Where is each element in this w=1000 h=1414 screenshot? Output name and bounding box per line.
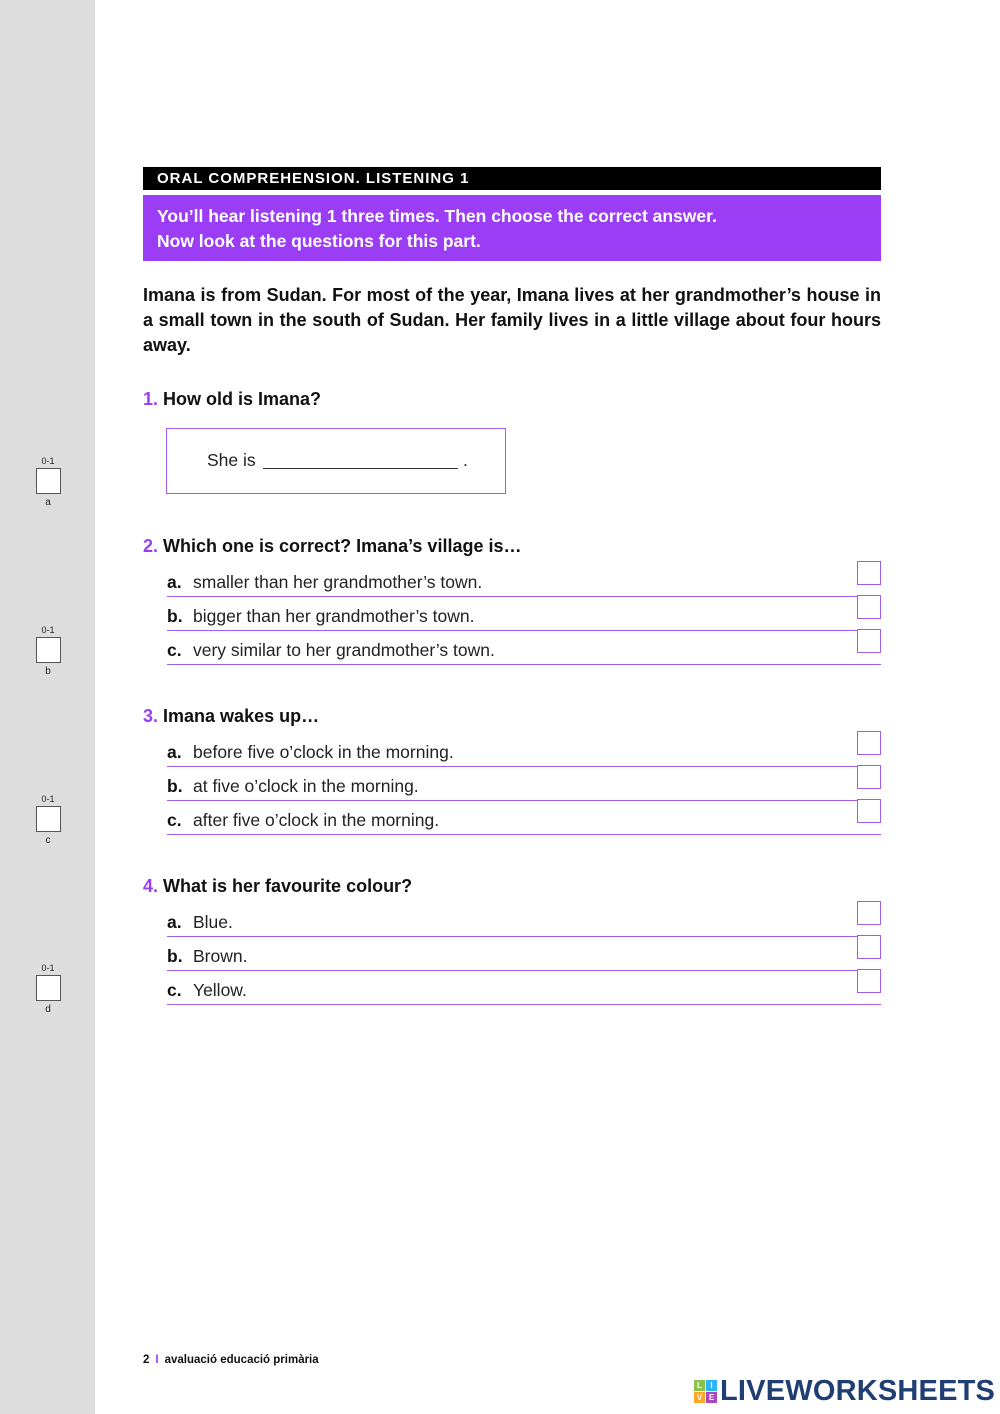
footer-separator: I [155, 1354, 159, 1366]
score-input[interactable] [36, 468, 61, 494]
option-letter: b. [167, 946, 183, 966]
option-q2-b [167, 606, 881, 631]
question-number: 1. [143, 389, 159, 409]
score-range: 0-1 [41, 625, 55, 635]
score-letter: a [45, 497, 51, 508]
answer-box-q1 [166, 428, 506, 494]
question-number: 4. [143, 876, 159, 896]
question-number: 2. [143, 536, 159, 556]
left-margin-strip [0, 0, 95, 1414]
score-letter: c [45, 835, 51, 846]
option-letter: c. [167, 640, 182, 660]
option-checkbox[interactable] [857, 561, 881, 585]
option-checkbox[interactable] [857, 629, 881, 653]
score-input[interactable] [36, 806, 61, 832]
score-box-b [35, 625, 61, 678]
logo-letter: E [706, 1392, 717, 1403]
score-box-a [35, 456, 61, 509]
option-letter: c. [167, 810, 182, 830]
logo-letter: L [694, 1380, 705, 1391]
score-range: 0-1 [41, 794, 55, 804]
section-title: ORAL COMPREHENSION. LISTENING 1 [143, 167, 881, 190]
instructions-line-1: You’ll hear listening 1 three times. Then choose the correct answer. [157, 206, 717, 226]
option-q3-b [167, 776, 881, 801]
score-input[interactable] [36, 637, 61, 663]
option-checkbox[interactable] [857, 765, 881, 789]
option-q3-c [167, 810, 881, 835]
option-letter: b. [167, 606, 183, 626]
logo-letter: I [706, 1380, 717, 1391]
question-4 [143, 875, 412, 897]
option-letter: a. [167, 742, 182, 762]
intro-paragraph: Imana is from Sudan. For most of the year, Imana lives at her grandmother’s house in a small town in the south of Sudan. Her family lives in a little village about four hours away. [143, 285, 881, 355]
option-q2-c [167, 640, 881, 665]
question-text: How old is Imana? [163, 389, 322, 409]
age-answer-field[interactable] [263, 468, 458, 469]
option-checkbox[interactable] [857, 969, 881, 993]
logo-letter: V [694, 1392, 705, 1403]
score-input[interactable] [36, 975, 61, 1001]
option-text: bigger than her grandmother’s town. [193, 606, 475, 626]
option-checkbox[interactable] [857, 595, 881, 619]
option-text: Brown. [193, 946, 248, 966]
option-checkbox[interactable] [857, 935, 881, 959]
option-text: Yellow. [193, 980, 247, 1000]
option-text: after five o’clock in the morning. [193, 810, 440, 830]
instructions-box [143, 195, 881, 261]
answer-suffix: . [463, 450, 468, 470]
option-checkbox[interactable] [857, 731, 881, 755]
instructions-line-2: Now look at the questions for this part. [157, 231, 481, 251]
brand-name: LIVEWORKSHEETS [720, 1374, 996, 1407]
option-letter: c. [167, 980, 182, 1000]
option-checkbox[interactable] [857, 799, 881, 823]
option-q4-c [167, 980, 881, 1005]
option-q4-b [167, 946, 881, 971]
liveworksheets-logo-icon [694, 1380, 717, 1403]
score-box-c [35, 794, 61, 847]
option-text: Blue. [193, 912, 233, 932]
option-text: at five o’clock in the morning. [193, 776, 419, 796]
option-letter: a. [167, 572, 182, 592]
page-number: 2 [143, 1354, 150, 1366]
score-letter: b [45, 666, 51, 677]
question-text: What is her favourite colour? [163, 876, 413, 896]
option-q4-a [167, 912, 881, 937]
question-text: Which one is correct? Imana’s village is… [163, 536, 522, 556]
question-number: 3. [143, 706, 159, 726]
footer-text: avaluació educació primària [164, 1354, 319, 1366]
option-q3-a [167, 742, 881, 767]
score-box-d [35, 963, 61, 1016]
question-3 [143, 705, 319, 727]
option-text: before five o’clock in the morning. [193, 742, 454, 762]
option-letter: a. [167, 912, 182, 932]
liveworksheets-brand [694, 1374, 995, 1408]
option-text: smaller than her grandmother’s town. [193, 572, 483, 592]
option-text: very similar to her grandmother’s town. [193, 640, 495, 660]
score-range: 0-1 [41, 456, 55, 466]
option-letter: b. [167, 776, 183, 796]
option-q2-a [167, 572, 881, 597]
score-letter: d [45, 1004, 51, 1015]
option-checkbox[interactable] [857, 901, 881, 925]
question-text: Imana wakes up… [163, 706, 320, 726]
answer-prefix: She is [207, 450, 256, 470]
question-2 [143, 535, 521, 557]
score-range: 0-1 [41, 963, 55, 973]
question-1 [143, 388, 321, 410]
page-footer [143, 1354, 319, 1366]
